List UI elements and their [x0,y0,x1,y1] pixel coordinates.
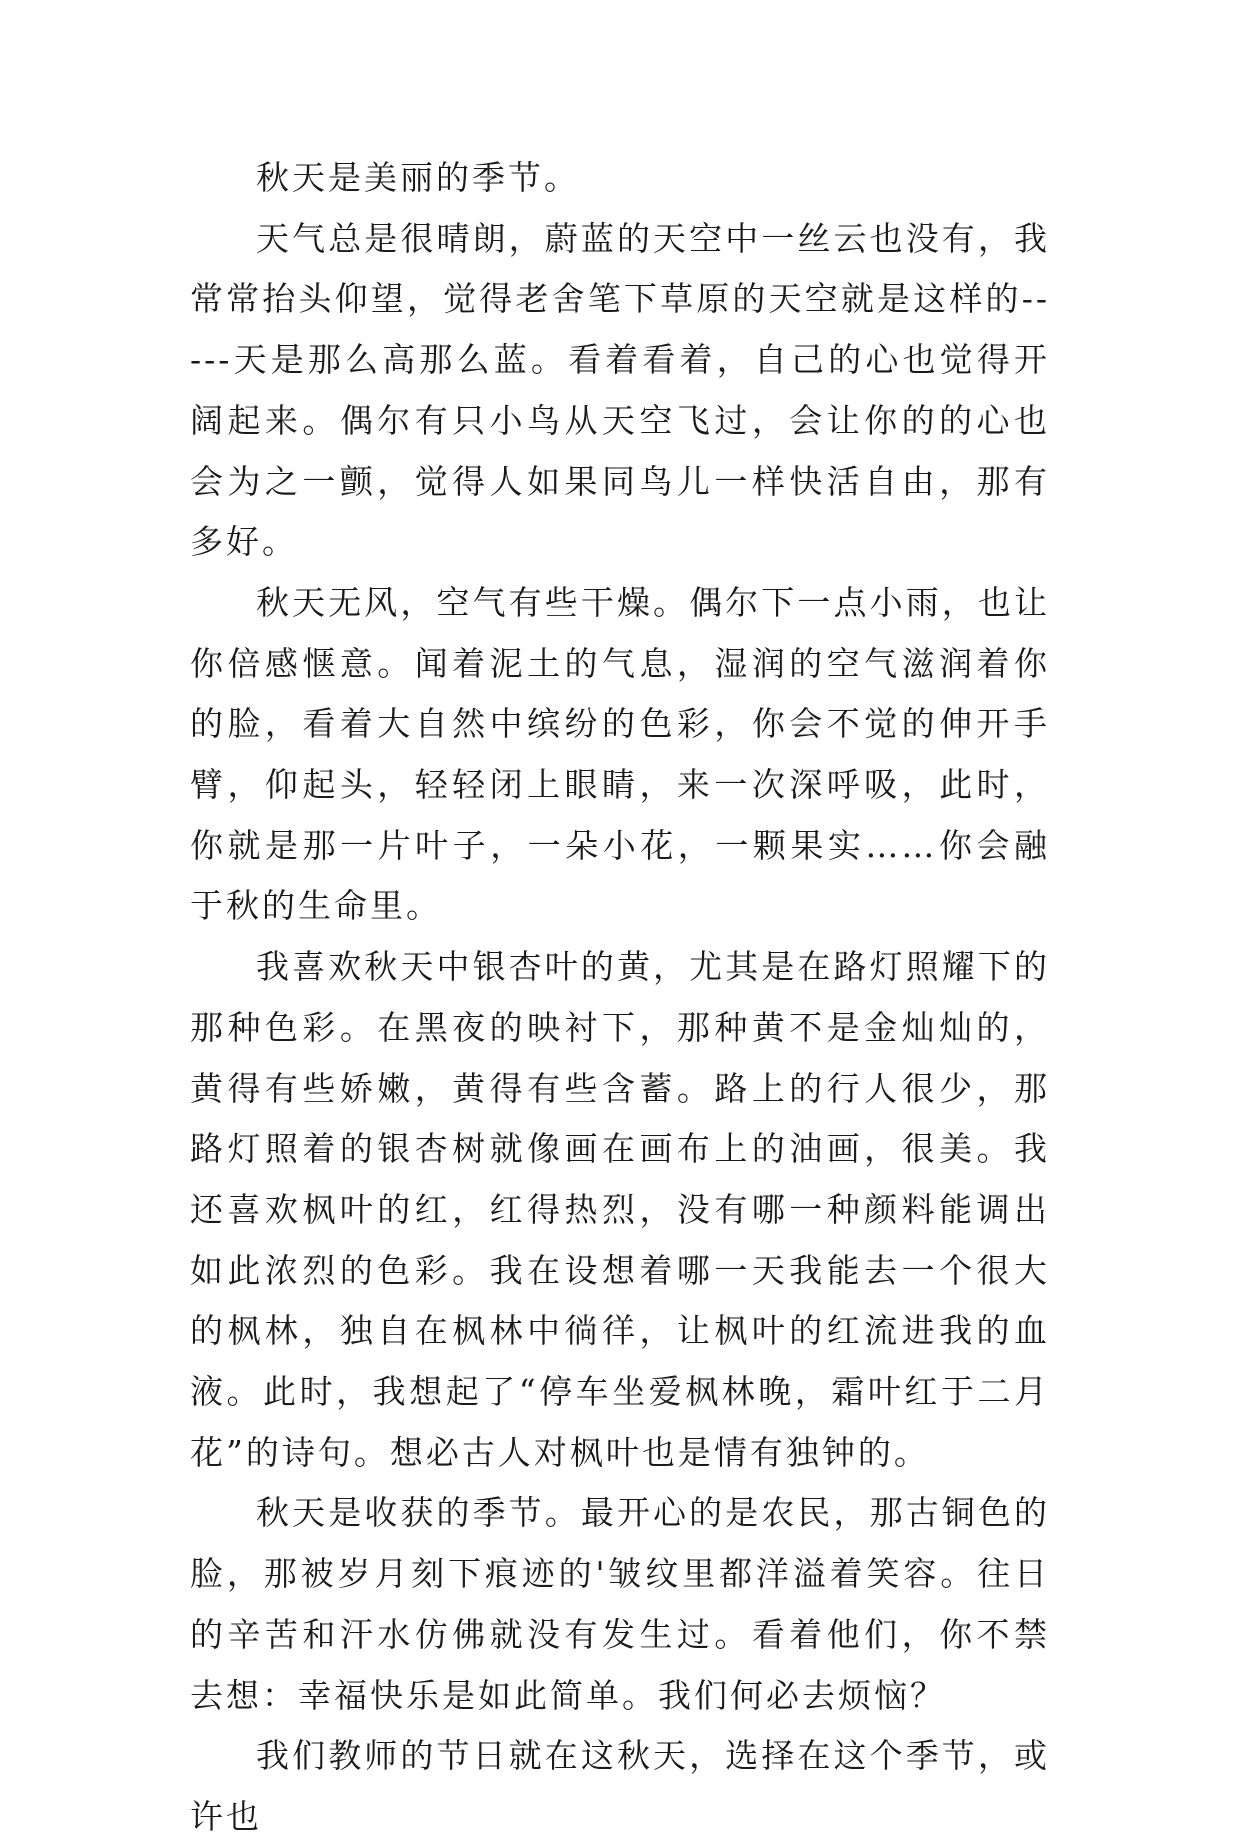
paragraph-5: 秋天是收获的季节。最开心的是农民，那古铜色的脸，那被岁月刻下痕迹的'皱纹里都洋溢着笑容。往日的辛苦和汗水仿佛就没有发生过。看着他们，你不禁去想：幸福快乐是如此简单。我们何必去烦恼？ [190,1493,1050,1715]
document-body [190,148,1050,1848]
paragraph-3: 秋天无风，空气有些干燥。偶尔下一点小雨，也让你倍感惬意。闻着泥土的气息，湿润的空气滋润着你的脸，看着大自然中缤纷的色彩，你会不觉的伸开手臂，仰起头，轻轻闭上眼睛，来一次深呼吸，此时，你就是那一片叶子，一朵小花，一颗果实……你会融于秋的生命里。 [190,582,1050,926]
paragraph-6: 我们教师的节日就在这秋天，选择在这个季节，或许也 [190,1736,1050,1836]
paragraph-4: 我喜欢秋天中银杏叶的黄，尤其是在路灯照耀下的那种色彩。在黑夜的映衬下，那种黄不是金灿灿的，黄得有些娇嫩，黄得有些含蓄。路上的行人很少，那路灯照着的银杏树就像画在画布上的油画，很美。我还喜欢枫叶的红，红得热烈，没有哪一种颜料能调出如此浓烈的色彩。我在设想着哪一天我能去一个很大的枫林，独自在枫林中徜徉，让枫叶的红流进我的血液。此时，我想起了“停车坐爱枫林晚，霜叶红于二月花”的诗句。想必古人对枫叶也是情有独钟的。 [190,947,1050,1472]
paragraph-1: 秋天是美丽的季节。 [256,158,580,197]
paragraph-2: 天气总是很晴朗，蔚蓝的天空中一丝云也没有，我常常抬头仰望，觉得老舍笔下草原的天空就是这样的-----天是那么高那么蓝。看着看着，自己的心也觉得开阔起来。偶尔有只小鸟从天空飞过，会让你的的心也会为之一颤，觉得人如果同鸟儿一样快活自由，那有多好。 [190,218,1050,562]
